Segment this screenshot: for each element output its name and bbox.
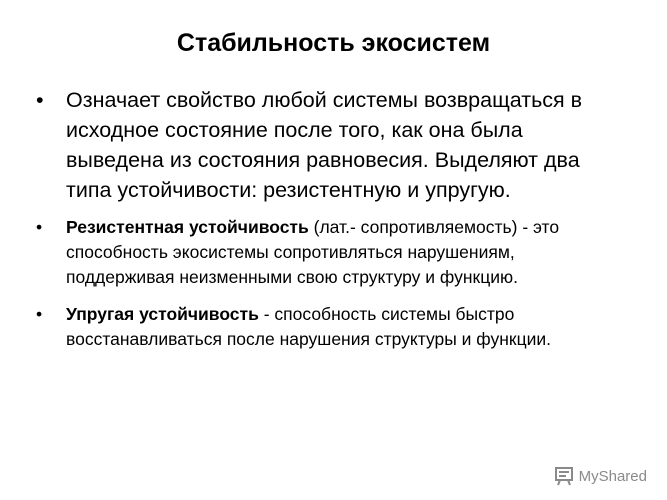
bullet-marker: • [36, 88, 44, 112]
bullet-term: Резистентная устойчивость [66, 217, 309, 237]
bullet-text: Означает свойство любой системы возвращаться в исходное состояние после того, как она была выведена из состояния равновесия. Выделяют два типа устойчивости: резистентную и упругую. [66, 88, 583, 202]
page-title: Стабильность экосистем [176, 29, 491, 57]
bullet-item-resistant [36, 215, 596, 290]
presentation-board-icon [554, 466, 574, 486]
bullet-marker: • [36, 217, 43, 237]
bullet-text: - способность системы быстро восстанавливаться после нарушения структуры и функции. [66, 304, 552, 349]
bullet-item-definition [36, 85, 596, 205]
watermark-logo [554, 466, 647, 486]
bullet-item-elastic [36, 302, 596, 352]
bullet-text: (лат.- сопротивляемость) - это способность экосистемы сопротивляться нарушениям, поддерживая неизменными свою структуру и функцию. [66, 217, 560, 287]
bullet-term: Упругая устойчивость [66, 304, 259, 324]
watermark-text: MyShared [578, 467, 647, 485]
bullet-list [36, 85, 596, 364]
bullet-marker: • [36, 304, 43, 324]
